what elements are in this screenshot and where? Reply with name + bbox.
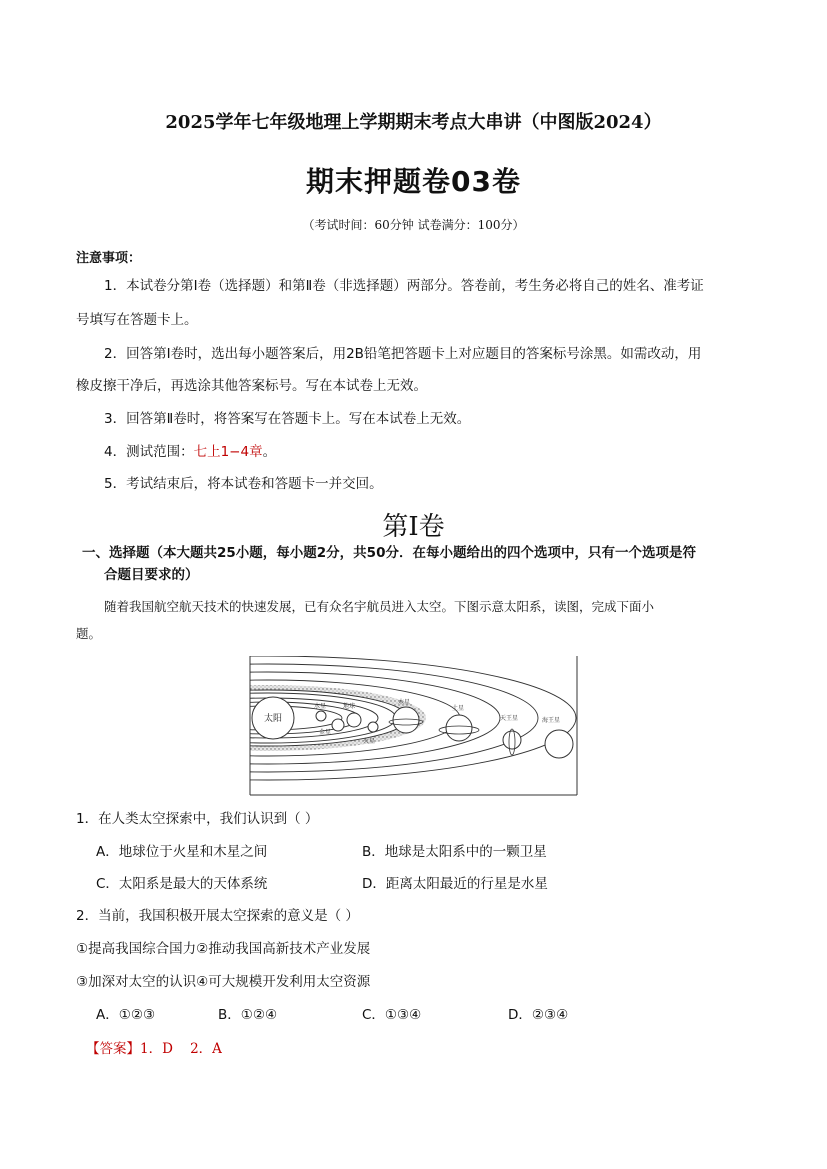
exam-info: （考试时间：60分钟 试卷满分：100分）	[302, 218, 525, 232]
q2-option-a: A．①②③	[96, 1007, 156, 1023]
q2-option-d: D．②③④	[508, 1007, 569, 1023]
note-1-line-1: 1．本试卷分第Ⅰ卷（选择题）和第Ⅱ卷（非选择题）两部分。答卷前，考生务必将自己的姓名、准考证	[104, 278, 704, 294]
note-2-line-2: 橡皮擦干净后，再选涂其他答案标号。写在本试卷上无效。	[76, 378, 427, 394]
sun-label: 太阳	[263, 714, 283, 724]
test-range: 七上1−4章	[193, 444, 263, 460]
saturn	[446, 715, 472, 741]
q1-option-c: C．太阳系是最大的天体系统	[96, 876, 268, 892]
section-title: 第Ⅰ卷	[382, 512, 445, 542]
intro-line-1: 随着我国航空航天技术的快速发展，已有众名宇航员进入太空。下图示意太阳系，读图，完成下面小	[104, 599, 655, 614]
earth	[347, 713, 361, 727]
jupiter-label: 木星	[398, 699, 411, 706]
q2-statements-line-2: ③加深对太空的认识④可大规模开发利用太空资源	[76, 974, 371, 990]
note-5: 5．考试结束后，将本试卷和答题卡一并交回。	[104, 476, 383, 492]
uranus	[503, 731, 521, 749]
q2-stem: 2．当前，我国积极开展太空探索的意义是（ ）	[76, 908, 359, 924]
mercury	[316, 711, 326, 721]
earth-label: 地球	[343, 703, 356, 710]
note-4-prefix: 4．测试范围：	[104, 444, 194, 460]
q1-option-b: B．地球是太阳系中的一颗卫星	[362, 844, 547, 860]
jupiter	[393, 707, 419, 733]
answer-text: 1．D 2．A	[140, 1041, 222, 1057]
q2-statements-line-1: ①提高我国综合国力②推动我国高新技术产业发展	[76, 941, 371, 957]
q1-stem: 1．在人类太空探索中，我们认识到（ ）	[76, 811, 319, 827]
section-heading-line-2: 合题目要求的）	[104, 567, 199, 583]
venus	[332, 719, 344, 731]
note-3: 3．回答第Ⅱ卷时，将答案写在答题卡上。写在本试卷上无效。	[104, 411, 471, 427]
mars	[368, 722, 378, 732]
answer-label: 【答案】	[86, 1041, 140, 1057]
note-4-suffix: 。	[262, 444, 277, 460]
mercury-label: 水星	[314, 703, 327, 710]
saturn-label: 土星	[452, 705, 465, 712]
intro-line-2: 题。	[76, 626, 102, 641]
solar-system-figure	[246, 652, 580, 798]
notes-heading: 注意事项：	[76, 251, 142, 266]
note-1-line-2: 号填写在答题卡上。	[76, 312, 198, 328]
uranus-label: 天王星	[500, 715, 519, 722]
series-title: 2025学年七年级地理上学期期末考点大串讲（中图版2024）	[165, 112, 662, 133]
neptune-label: 海王星	[542, 717, 561, 724]
venus-label: 金星	[319, 729, 332, 736]
mars-label: 火星	[363, 738, 376, 745]
answer-line	[86, 1033, 222, 1064]
q1-option-d: D．距离太阳最近的行星是水星	[362, 876, 548, 892]
note-4	[104, 437, 276, 467]
paper-title: 期末押题卷03卷	[306, 165, 521, 198]
q2-option-b: B．①②④	[218, 1007, 278, 1023]
neptune	[545, 730, 573, 758]
q1-option-a: A．地球位于火星和木星之间	[96, 844, 268, 860]
section-heading-line-1: 一、选择题（本大题共25小题，每小题2分，共50分．在每小题给出的四个选项中，只有一个选项是符	[82, 545, 696, 561]
note-2-line-1: 2．回答第Ⅰ卷时，选出每小题答案后，用2B铅笔把答题卡上对应题目的答案标号涂黑。如需改动，用	[104, 346, 702, 362]
q2-option-c: C．①③④	[362, 1007, 422, 1023]
